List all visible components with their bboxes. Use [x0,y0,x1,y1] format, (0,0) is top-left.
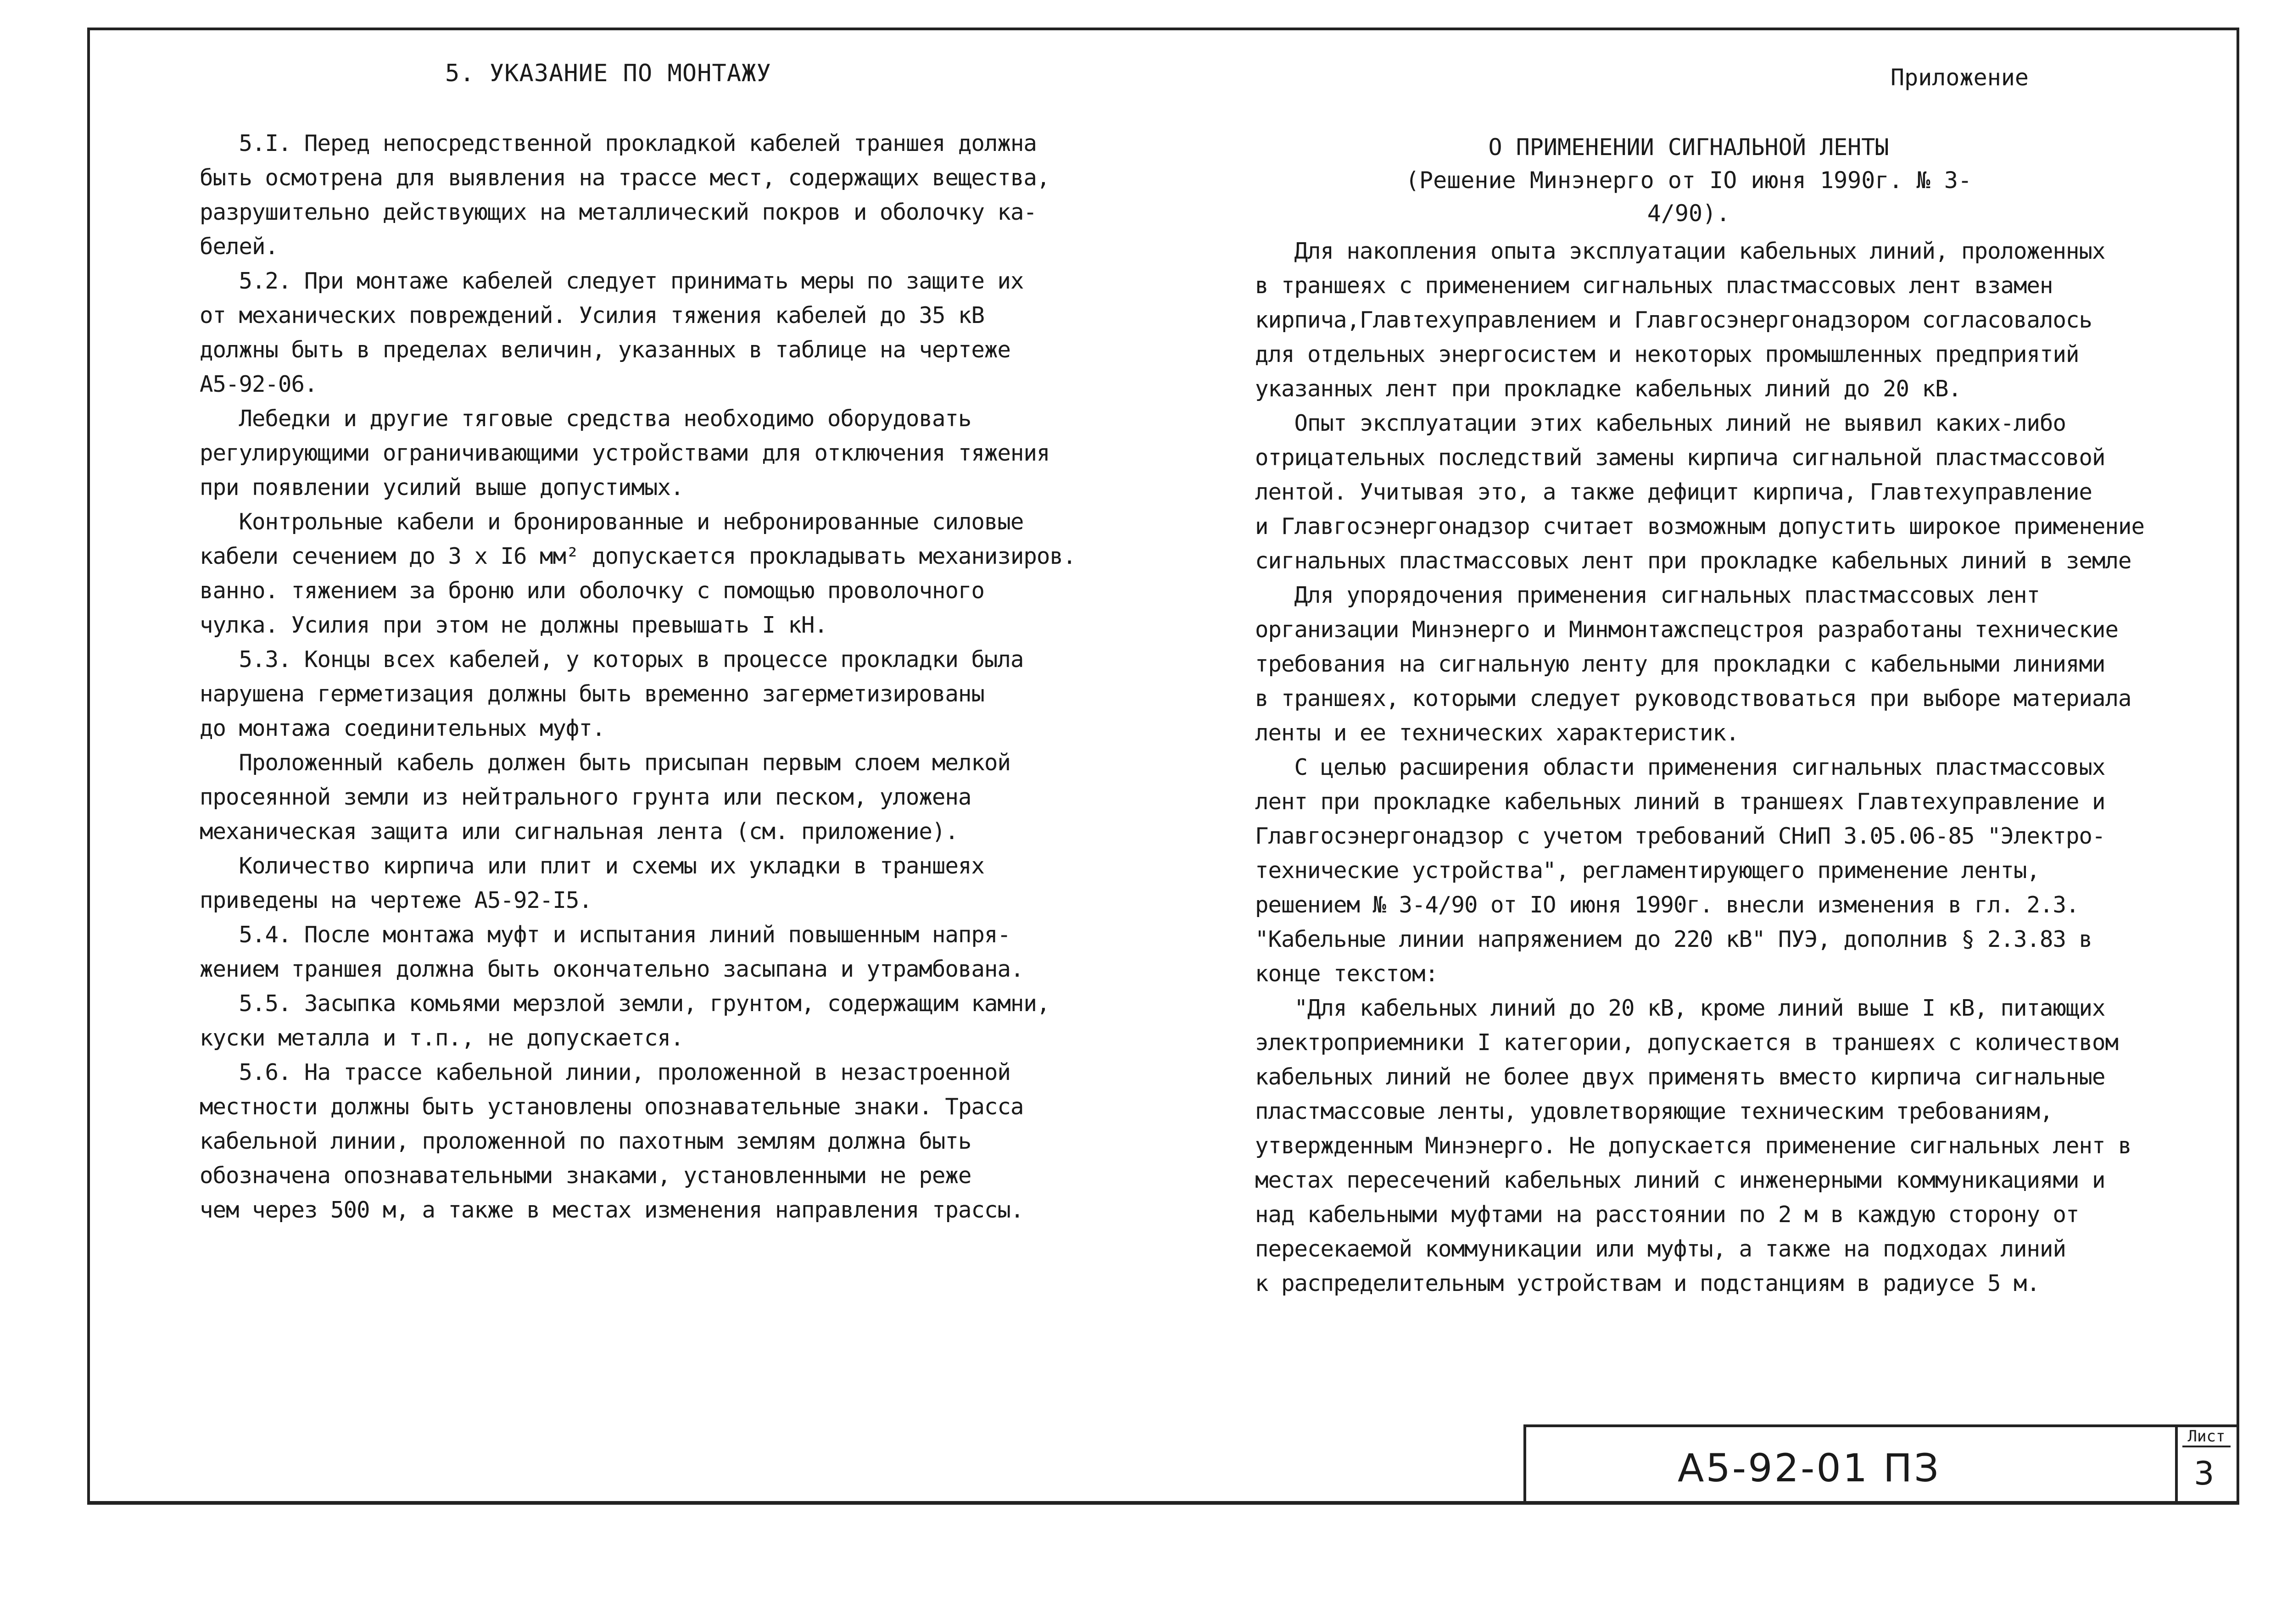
right-text-line: Опыт эксплуатации этих кабельных линий не выявил каких-либо [1255,410,2066,436]
right-text-line: в траншеях с применением сигнальных пластмассовых лент взамен [1255,273,2053,299]
right-text-line: решением № 3-4/90 от IO июня 1990г. внесли изменения в гл. 2.3. [1255,892,2079,918]
left-text-line: до монтажа соединительных муфт. [200,715,605,741]
left-text-line: от механических повреждений. Усилия тяжения кабелей до 35 кВ [200,302,985,328]
left-text-line: быть осмотрена для выявления на трассе мест, содержащих вещества, [200,165,1050,191]
appendix-title-line-1: О ПРИМЕНЕНИИ СИГНАЛЬНОЙ ЛЕНТЫ [1488,134,1889,161]
right-text-line: сигнальных пластмассовых лент при прокладке кабельных линий в земле [1255,548,2131,574]
left-text-line: Лебедки и другие тяговые средства необходимо оборудовать [200,406,971,432]
right-text-line: пластмассовые ленты, удовлетворяющие техническим требованиям, [1255,1098,2053,1124]
left-text-line: белей. [200,234,279,260]
section-heading: 5. УКАЗАНИЕ ПО МОНТАЖУ [445,60,771,87]
right-text-line: утвержденным Минэнерго. Не допускается применение сигнальных лент в [1255,1133,2131,1159]
right-text-line: к распределительным устройствам и подстанциям в радиусе 5 м. [1255,1270,2040,1296]
right-text-line: Для накопления опыта эксплуатации кабельных линий, проложенных [1255,238,2105,264]
left-text-line: Контрольные кабели и бронированные и небронированные силовые [200,509,1024,535]
right-text-line: Для упорядочения применения сигнальных пластмассовых лент [1255,582,2040,608]
left-text-line: 5.3. Концы всех кабелей, у которых в процессе прокладки была [200,646,1024,673]
left-text-line: жением траншея должна быть окончательно засыпана и утрамбована. [200,956,1024,982]
right-text-line: пересекаемой коммуникации или муфты, а также на подходах линий [1255,1236,2066,1262]
right-text-line: и Главгосэнергонадзор считает возможным допустить широкое применение [1255,513,2145,539]
left-text-line: разрушительно действующих на металлический покров и оболочку ка- [200,199,1037,225]
left-text-line: 5.6. На трассе кабельной линии, проложенной в незастроенной [200,1059,1011,1085]
right-text-line: ленты и ее технических характеристик. [1255,720,1739,746]
left-text-line: чулка. Усилия при этом не должны превышать I кН. [200,612,828,638]
left-text-line: просеянной земли из нейтрального грунта или песком, уложена [200,784,971,810]
sheet-number: 3 [2194,1455,2214,1492]
right-text-line: требования на сигнальную ленту для прокладки с кабельными линиями [1255,651,2105,677]
sheet-label: Лист [2182,1427,2231,1447]
right-text-line: "Кабельные линии напряжением до 220 кВ" ПУЭ, дополнив § 2.3.83 в [1255,926,2092,952]
right-text-line: указанных лент при прокладке кабельных линий до 20 кВ. [1255,376,1962,402]
left-text-line: ванно. тяжением за броню или оболочку с помощью проволочного [200,578,985,604]
right-text-line: кирпича,Главтехуправлением и Главгосэнергонадзором согласовалось [1255,307,2092,333]
right-text-line: "Для кабельных линий до 20 кВ, кроме линий выше I кВ, питающих [1255,995,2105,1021]
appendix-title [1367,131,2010,230]
right-text-line: организации Минэнерго и Минмонтажспецстроя разработаны технические [1255,617,2119,643]
right-text-line: Главгосэнергонадзор с учетом требований СНиП 3.05.06-85 "Электро- [1255,823,2105,849]
right-text-line: над кабельными муфтами на расстоянии по 2 м в каждую сторону от [1255,1201,2079,1228]
right-text-line: технические устройства", регламентирующего применение ленты, [1255,857,2040,884]
left-text-line: приведены на чертеже А5-92-I5. [200,887,592,913]
left-text-line: при появлении усилий выше допустимых. [200,474,684,501]
right-text-line: лент при прокладке кабельных линий в траншеях Главтехуправление и [1255,789,2105,815]
left-text-line: обозначена опознавательными знаками, установленными не реже [200,1162,971,1189]
right-text-line: местах пересечений кабельных линий с инженерными коммуникациями и [1255,1167,2105,1193]
right-text-line: для отдельных энергосистем и некоторых промышленных предприятий [1255,341,2079,367]
left-text-line: 5.I. Перед непосредственной прокладкой кабелей траншея должна [200,130,1037,156]
left-text-line: регулирующими ограничивающими устройствами для отключения тяжения [200,440,1050,466]
right-text-line: электроприемники I категории, допускается в траншеях с количеством [1255,1029,2119,1056]
document-code: А5-92-01 ПЗ [1678,1446,1941,1491]
sheet-box [2175,1427,2237,1505]
right-text-line: С целью расширения области применения сигнальных пластмассовых [1255,754,2105,780]
left-text-line: чем через 500 м, а также в местах изменения направления трассы. [200,1197,1024,1223]
right-text-line: конце текстом: [1255,961,1439,987]
left-text-line: местности должны быть установлены опознавательные знаки. Трасса [200,1094,1024,1120]
right-text-line: лентой. Учитывая это, а также дефицит кирпича, Главтехуправление [1255,479,2092,505]
left-text-line: должны быть в пределах величин, указанных в таблице на чертеже [200,337,1011,363]
left-text-line: Количество кирпича или плит и схемы их укладки в траншеях [200,853,985,879]
left-text-line: 5.4. После монтажа муфт и испытания линий повышенным напря- [200,922,1011,948]
appendix-label: Приложение [1891,64,2029,91]
left-text-line: Проложенный кабель должен быть присыпан первым слоем мелкой [200,750,1011,776]
left-text-line: 5.5. Засыпка комьями мерзлой земли, грунтом, содержащим камни, [200,990,1050,1017]
right-text-line: отрицательных последствий замены кирпича сигнальной пластмассовой [1255,445,2105,471]
left-text-line: куски металла и т.п., не допускается. [200,1025,684,1051]
left-column-text [200,126,1076,1227]
right-text-line: в траншеях, которыми следует руководствоваться при выборе материала [1255,685,2131,712]
right-text-line: кабельных линий не более двух применять вместо кирпича сигнальные [1255,1064,2105,1090]
left-text-line: кабельной линии, проложенной по пахотным землям должна быть [200,1128,971,1154]
left-text-line: кабели сечением до 3 х I6 мм² допускается прокладывать механизиров. [200,543,1076,569]
right-column-text [1255,234,2144,1301]
left-text-line: 5.2. При монтаже кабелей следует принимать меры по защите их [200,268,1024,294]
left-text-line: нарушена герметизация должны быть временно загерметизированы [200,681,985,707]
left-text-line: механическая защита или сигнальная лента (см. приложение). [200,818,959,845]
title-block [1523,1424,2237,1505]
appendix-title-line-2: (Решение Минэнерго от IO июня 1990г. № 3-4/90). [1405,167,1972,227]
left-text-line: А5-92-06. [200,371,318,397]
